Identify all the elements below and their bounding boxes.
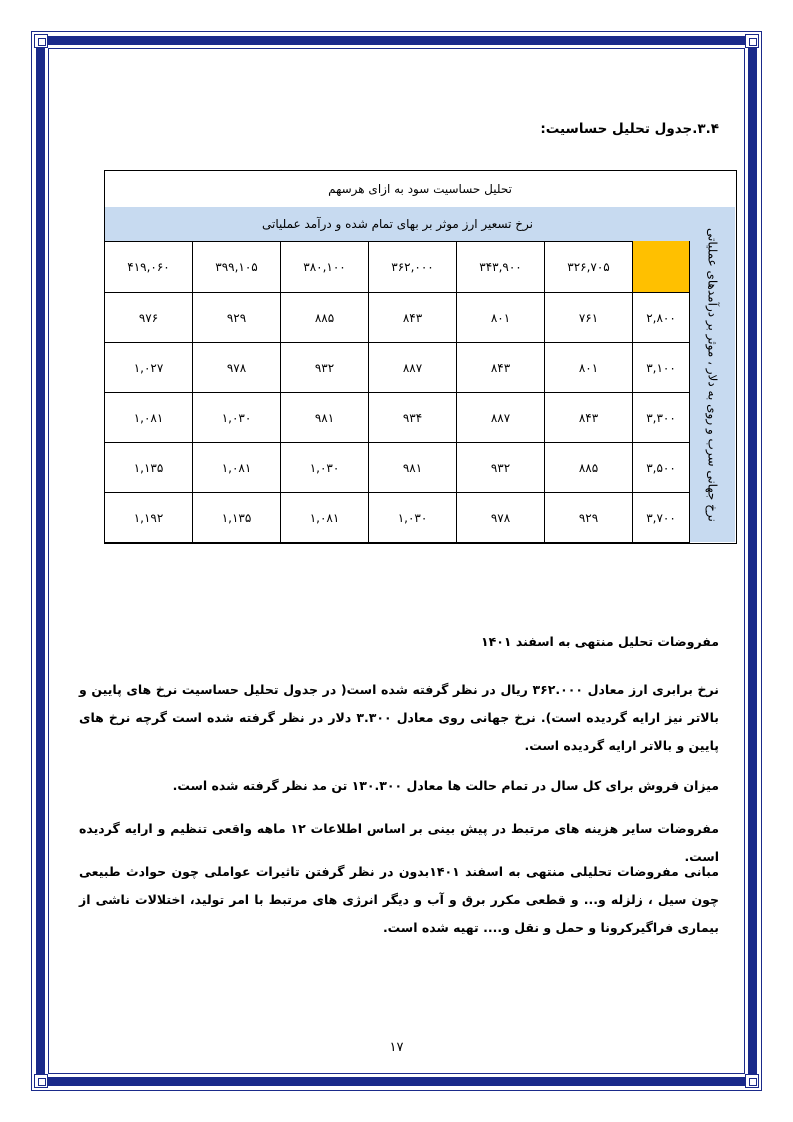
assumption-paragraph-3: مفروضات سایر هزینه های مرتبط در پیش بینی بر اساس اطلاعات ۱۲ ماهه واقعی تنظیم و ارایه گردیده است. (79, 821, 719, 864)
table-cell: ۱,۰۸۱ (281, 493, 369, 543)
table-cell: ۹۸۱ (369, 443, 457, 493)
column-group-label: نرخ تسعیر ارز موثر بر بهای تمام شده و درآمد عملیاتی (105, 207, 691, 242)
table-cell: ۱,۰۸۱ (193, 443, 281, 493)
table-cell: ۹۷۶ (105, 293, 193, 343)
row-label: ۲,۸۰۰ (633, 293, 690, 343)
table-title: تحلیل حساسیت سود به ازای هرسهم (105, 171, 735, 208)
table-cell: ۱,۱۳۵ (193, 493, 281, 543)
table-cell: ۸۸۵ (281, 293, 369, 343)
table-cell: ۸۸۵ (545, 443, 633, 493)
section-heading: ۳.۴.جدول تحلیل حساسیت: (540, 121, 719, 137)
corner-ornament-bottom-right (745, 1074, 759, 1088)
table-cell: ۱,۰۳۰ (369, 493, 457, 543)
table-cell: ۸۴۳ (457, 343, 545, 393)
table-cell: ۹۳۲ (281, 343, 369, 393)
table-cell: ۸۸۷ (369, 343, 457, 393)
corner-ornament-bottom-left (34, 1074, 48, 1088)
corner-ornament-top-left (34, 34, 48, 48)
sensitivity-table (104, 170, 737, 544)
table-cell: ۱,۰۸۱ (105, 393, 193, 443)
row-label: ۳,۳۰۰ (633, 393, 690, 443)
table-cell: ۹۸۱ (281, 393, 369, 443)
table-cell: ۹۳۴ (369, 393, 457, 443)
table-cell: ۹۷۸ (457, 493, 545, 543)
row-label: ۳,۱۰۰ (633, 343, 690, 393)
table-cell: ۱,۰۲۷ (105, 343, 193, 393)
page-number: ۱۷ (389, 1040, 404, 1055)
table-cell: ۱,۰۳۰ (193, 393, 281, 443)
column-header: ۳۲۶,۷۰۵ (545, 241, 633, 293)
corner-ornament-top-right (745, 34, 759, 48)
column-header: ۳۹۹,۱۰۵ (193, 241, 281, 293)
column-header: ۳۸۰,۱۰۰ (281, 241, 369, 293)
table-cell: ۸۰۱ (545, 343, 633, 393)
column-header: ۳۶۲,۰۰۰ (369, 241, 457, 293)
assumption-paragraph-2: میزان فروش برای کل سال در تمام حالت ها معادل ۱۳۰.۳۰۰ تن مد نظر گرفته شده است. (172, 778, 719, 793)
table-cell: ۸۴۳ (545, 393, 633, 443)
row-label: ۳,۵۰۰ (633, 443, 690, 493)
table-cell: ۸۴۳ (369, 293, 457, 343)
table-cell: ۱,۱۹۲ (105, 493, 193, 543)
table-cell: ۱,۰۳۰ (281, 443, 369, 493)
table-cell: ۹۷۸ (193, 343, 281, 393)
table-cell: ۱,۱۳۵ (105, 443, 193, 493)
table-cell: ۹۲۹ (545, 493, 633, 543)
table-cell: ۹۳۲ (457, 443, 545, 493)
column-header: ۳۴۳,۹۰۰ (457, 241, 545, 293)
assumption-paragraph-1: نرخ برابری ارز معادل ۳۶۲.۰۰۰ ریال در نظر گرفته شده است( در جدول تحلیل حساسیت نرخ های پایین و بالاتر نیز ارایه گردیده است). نرخ جهانی روی معادل ۳.۳۰۰ دلار در نظر گرفته شده است گرچه نرخ های پایین و بالاتر ارایه گردیده است. (79, 682, 719, 753)
table-cell: ۷۶۱ (545, 293, 633, 343)
row-group-label-text: نرخ جهانی سرب و روی به دلار ، موثر بر درآمدهای عملیاتی (705, 227, 720, 522)
row-group-label (690, 207, 735, 542)
table-cell: ۸۸۷ (457, 393, 545, 443)
row-label: ۳,۷۰۰ (633, 493, 690, 543)
table-cell: ۹۲۹ (193, 293, 281, 343)
table-cell: ۸۰۱ (457, 293, 545, 343)
column-header: ۴۱۹,۰۶۰ (105, 241, 193, 293)
assumption-paragraph-4: مبانی مفروضات تحلیلی منتهی به اسفند ۱۴۰۱بدون در نظر گرفتن تاثیرات عواملی چون حوادث طبیعی چون سیل ، زلزله و... و قطعی مکرر برق و آب و دیگر انرژی های مرتبط با امر تولید، اختلالات ناشی از بیماری فراگیرکرونا و حمل و نقل و.... تهیه شده است. (79, 864, 719, 935)
assumptions-heading: مفروضات تحلیل منتهی به اسفند ۱۴۰۱ (481, 634, 719, 649)
header-corner-cell (633, 241, 690, 293)
